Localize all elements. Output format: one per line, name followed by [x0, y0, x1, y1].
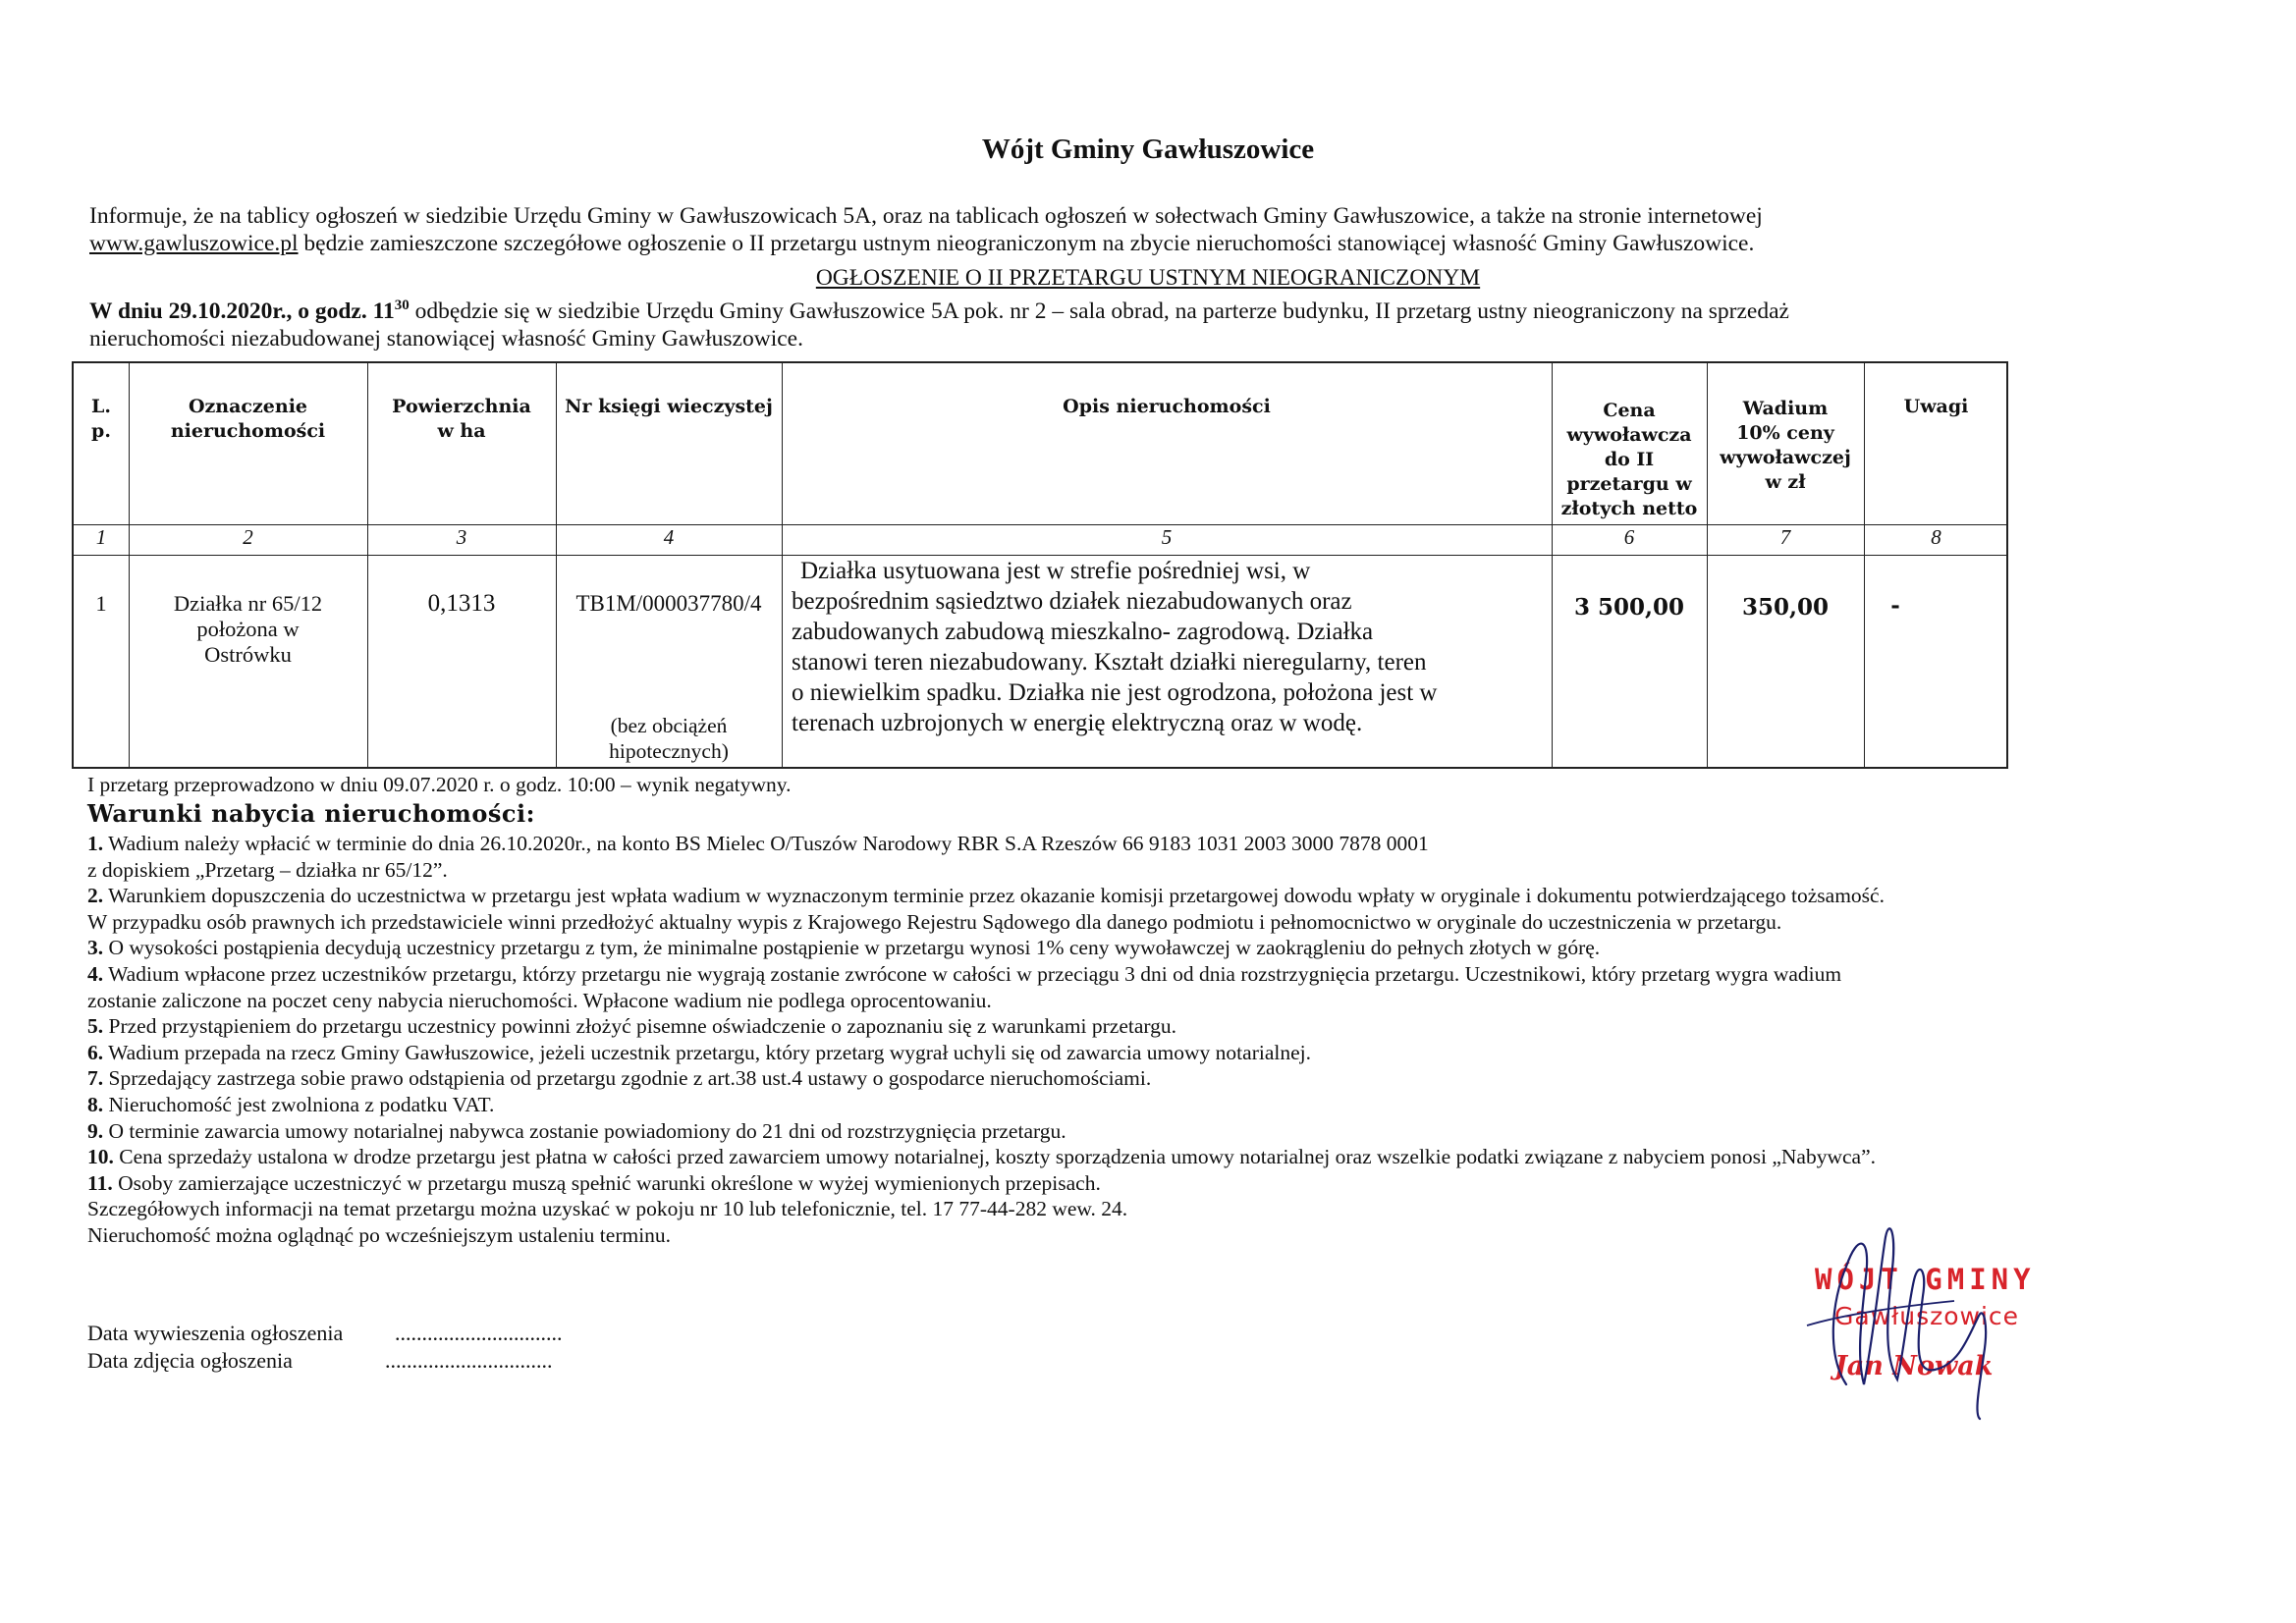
- header-cena-line: wywoławcza: [1566, 424, 1692, 446]
- condition-number: 1.: [87, 832, 104, 855]
- condition-line: [87, 1065, 1151, 1091]
- row-cena: 3 500,00: [1573, 594, 1685, 621]
- condition-line: [87, 961, 1841, 987]
- removed-date-value: ...............................: [385, 1348, 553, 1373]
- table-row-divider: [74, 524, 2006, 525]
- removed-date-label: Data zdjęcia ogłoszenia: [87, 1348, 293, 1373]
- header-cena: [1552, 399, 1707, 521]
- intro-line-1: Informuje, że na tablicy ogłoszeń w siedzibie Urzędu Gminy w Gawłuszowicach 5A, oraz na tablicach ogłoszeń w sołectwach Gminy Gawłuszowice, a także na stronie internetowej: [89, 203, 1763, 229]
- header-ksiega: [556, 395, 782, 419]
- condition-text: zostanie zaliczone na poczet ceny nabycia nieruchomości. Wpłacone wadium nie podlega oprocentowaniu.: [87, 988, 992, 1012]
- condition-text: Nieruchomość jest zwolniona z podatku VAT.: [103, 1093, 495, 1116]
- header-wadium-line: w zł: [1765, 471, 1806, 493]
- column-number: 8: [1931, 525, 1941, 549]
- announcement-date-text: W dniu 29.10.2020r., o godz. 11: [89, 298, 395, 324]
- announcement-line-1-rest: odbędzie się w siedzibie Urzędu Gminy Gawłuszowice 5A pok. nr 2 – sala obrad, na parterze budynku, II przetarg ustny nieograniczony na sprzedaż: [409, 298, 1789, 324]
- page-title: Wójt Gminy Gawłuszowice: [981, 134, 1315, 165]
- header-uwagi: [1864, 395, 2008, 419]
- condition-number: 4.: [87, 962, 104, 986]
- row-ksiega-note-line: hipotecznych): [609, 739, 729, 763]
- condition-line: [87, 1092, 494, 1117]
- column-number: 5: [1161, 525, 1173, 549]
- row-opis-line: Działka usytuowana jest w strefie pośredniej wsi, w: [800, 558, 1311, 584]
- condition-number: 10.: [87, 1145, 114, 1169]
- header-wadium-line: 10% ceny: [1736, 422, 1834, 444]
- condition-number: 8.: [87, 1093, 104, 1116]
- column-number: 7: [1779, 525, 1791, 549]
- header-cena-line: złotych netto: [1560, 498, 1698, 519]
- row-opis-line: stanowi teren niezabudowany. Kształt działki nieregularny, teren: [792, 649, 1427, 676]
- condition-number: 9.: [87, 1118, 104, 1143]
- condition-text: Szczegółowych informacji na temat przetargu można uzyskać w pokoju nr 10 lub telefonicznie, tel. 17 77-44-282 wew. 24.: [87, 1197, 1128, 1221]
- condition-text: Wadium należy wpłacić w terminie do dnia 26.10.2020r., na konto BS Mielec O/Tuszów Narodowy RBR S.A Rzeszów 66 9183 1031 2003 3000 7878 0001: [103, 832, 1429, 855]
- header-opis-line: Opis nieruchomości: [1063, 396, 1271, 417]
- row-oznaczenie-line: Ostrówku: [204, 642, 292, 667]
- table-col-divider: [556, 363, 557, 767]
- condition-line: [87, 909, 1781, 935]
- condition-text: Wadium przepada na rzecz Gminy Gawłuszowice, jeżeli uczestnik przetargu, który przetarg wygrał uchyli się od zawarcia umowy notarialnej.: [103, 1040, 1311, 1064]
- condition-line: [87, 831, 1429, 856]
- header-cena-line: przetargu w: [1566, 473, 1692, 495]
- column-number: 4: [663, 525, 675, 549]
- header-ksiega-line: Nr księgi wieczystej: [565, 396, 773, 417]
- row-opis-line: o niewielkim spadku. Działka nie jest ogrodzona, położona jest w: [792, 679, 1438, 706]
- row-uwagi: -: [1890, 592, 1900, 619]
- header-oznaczenie-line: nieruchomości: [170, 420, 326, 442]
- header-wadium-line: Wadium: [1742, 398, 1829, 419]
- condition-text: Nieruchomość można oglądnąć po wcześniejszym ustaleniu terminu.: [87, 1223, 672, 1247]
- row-lp: 1: [95, 591, 107, 616]
- condition-text: Sprzedający zastrzega sobie prawo odstąpienia od przetargu zgodnie z art.38 ust.4 ustawy o gospodarce nieruchomościami.: [103, 1066, 1152, 1091]
- stamp-line-3: Jan Nowak: [1834, 1351, 1994, 1381]
- stamp-line-2: Gawłuszowice: [1834, 1302, 2020, 1330]
- condition-text: z dopiskiem „Przetarg – działka nr 65/12”.: [87, 857, 448, 882]
- condition-number: 6.: [87, 1040, 104, 1064]
- column-number: 6: [1623, 525, 1635, 549]
- condition-text: O terminie zawarcia umowy notarialnej nabywca zostanie powiadomiony do 21 dni od rozstrzygnięcia przetargu.: [103, 1118, 1066, 1143]
- header-cena-line: Cena: [1603, 400, 1656, 421]
- condition-text: W przypadku osób prawnych ich przedstawiciele winni przedłożyć aktualny wypis z Krajowego Rejestru Sądowego dla danego podmiotu i pełnomocnictwo w oryginale do uczestniczenia w przetargu.: [87, 909, 1782, 934]
- row-opis-line: bezpośrednim sąsiedztwo działek niezabudowanych oraz: [792, 588, 1352, 615]
- condition-line: [87, 1144, 1876, 1169]
- website-link[interactable]: www.gawluszowice.pl: [89, 231, 299, 256]
- condition-line: [87, 935, 1600, 960]
- condition-text: O wysokości postąpienia decydują uczestnicy przetargu z tym, że minimalne postąpienie w przetargu wynosi 1% ceny wywoławczej w zaokrągleniu do pełnych złotych w górę.: [103, 936, 1601, 960]
- header-cena-line: do II: [1604, 449, 1655, 470]
- intro-line-2: [89, 230, 1754, 257]
- stamp-line-1: WÓJT GMINY: [1815, 1263, 2036, 1296]
- row-oznaczenie: [129, 591, 367, 668]
- header-lp: [74, 395, 129, 444]
- row-ksiega-note-line: (bez obciążeń: [610, 714, 728, 737]
- header-wadium: [1707, 397, 1864, 495]
- table-col-divider: [782, 363, 783, 767]
- condition-text: Warunkiem dopuszczenia do uczestnictwa w przetargu jest wpłata wadium w wyznaczonym terminie przez okazanie komisji przetargowej dowodu wpłaty w oryginale i dokumentu potwierdzającego tożsamość.: [103, 884, 1885, 908]
- announcement-line-1: [89, 298, 1789, 325]
- property-table: [72, 361, 2008, 769]
- condition-line: [87, 1013, 1176, 1039]
- table-col-divider: [1864, 363, 1865, 767]
- intro-line-2-rest: będzie zamieszczone szczegółowe ogłoszenie o II przetargu ustnym nieograniczonym na zbycie nieruchomości stanowiącej własność Gminy Gawłuszowice.: [298, 231, 1755, 256]
- row-powierzchnia: 0,1313: [427, 590, 496, 617]
- condition-line: [87, 1196, 1127, 1221]
- header-lp-line: p.: [91, 420, 111, 442]
- condition-line: [87, 988, 992, 1013]
- row-oznaczenie-line: Działka nr 65/12: [173, 591, 323, 616]
- condition-line: [87, 1118, 1066, 1144]
- first-tender-info: I przetarg przeprowadzono w dniu 09.07.2020 r. o godz. 10:00 – wynik negatywny.: [87, 773, 792, 796]
- header-powierzchnia-line: w ha: [437, 420, 486, 442]
- condition-line: [87, 1170, 1101, 1196]
- announcement-time-sup: 30: [394, 298, 410, 314]
- row-ksiega: TB1M/000037780/4: [575, 591, 762, 616]
- row-opis: [792, 556, 1437, 738]
- condition-number: 5.: [87, 1014, 104, 1039]
- condition-text: Przed przystąpieniem do przetargu uczestnicy powinni złożyć pisemne oświadczenie o zapoznaniu się z warunkami przetargu.: [103, 1014, 1177, 1039]
- row-opis-line: terenach uzbrojonych w energię elektryczną oraz w wodę.: [792, 710, 1363, 736]
- header-oznaczenie-line: Oznaczenie: [188, 396, 308, 417]
- row-wadium: 350,00: [1741, 594, 1830, 621]
- condition-line: [87, 1040, 1311, 1065]
- row-oznaczenie-line: położona w: [196, 617, 300, 641]
- condition-number: 7.: [87, 1066, 104, 1091]
- condition-text: Osoby zamierzające uczestniczyć w przetargu muszą spełnić warunki określone w wyżej wymienionych przepisach.: [112, 1170, 1101, 1195]
- column-number: 3: [456, 525, 467, 549]
- signature-scribble: [1787, 1208, 2082, 1424]
- condition-line: [87, 857, 448, 883]
- condition-text: Wadium wpłacone przez uczestników przetargu, którzy przetargu nie wygrają zostanie zwrócone w całości w przeciągu 3 dni od dnia rozstrzygnięcia przetargu. Uczestnikowi, który przetarg wygra wadium: [103, 962, 1842, 986]
- official-stamp: [1787, 1208, 2082, 1424]
- header-powierzchnia-line: Powierzchnia: [392, 396, 531, 417]
- row-opis-line: zabudowanych zabudową mieszkalno- zagrodową. Działka: [792, 619, 1374, 645]
- row-ksiega-note: [556, 713, 782, 764]
- condition-number: 2.: [87, 884, 104, 908]
- column-number: 2: [243, 525, 253, 549]
- condition-number: 3.: [87, 936, 104, 960]
- header-wadium-line: wywoławczej: [1720, 447, 1851, 468]
- header-powierzchnia: [367, 395, 556, 444]
- header-uwagi-line: Uwagi: [1903, 396, 1969, 417]
- conditions-heading: Warunki nabycia nieruchomości:: [87, 799, 535, 828]
- announcement-subheading: OGŁOSZENIE O II PRZETARGU USTNYM NIEOGRANICZONYM: [815, 265, 1481, 291]
- condition-number: 11.: [87, 1170, 113, 1195]
- posted-date-value: ...............................: [395, 1321, 563, 1345]
- condition-line: [87, 1222, 671, 1248]
- announcement-line-2: nieruchomości niezabudowanej stanowiącej własność Gminy Gawłuszowice.: [89, 326, 803, 352]
- condition-text: Cena sprzedaży ustalona w drodze przetargu jest płatna w całości przed zawarciem umowy notarialnej, koszty sporządzenia umowy notarialnej oraz wszelkie podatki związane z nabyciem ponosi „Nabywca”.: [113, 1145, 1877, 1169]
- header-lp-line: L.: [91, 396, 111, 417]
- condition-line: [87, 883, 1885, 908]
- column-number: 1: [95, 525, 107, 549]
- header-opis: [782, 395, 1552, 419]
- announcement-date: [89, 298, 410, 324]
- posted-date-label: Data wywieszenia ogłoszenia: [87, 1321, 344, 1345]
- header-oznaczenie: [129, 395, 367, 444]
